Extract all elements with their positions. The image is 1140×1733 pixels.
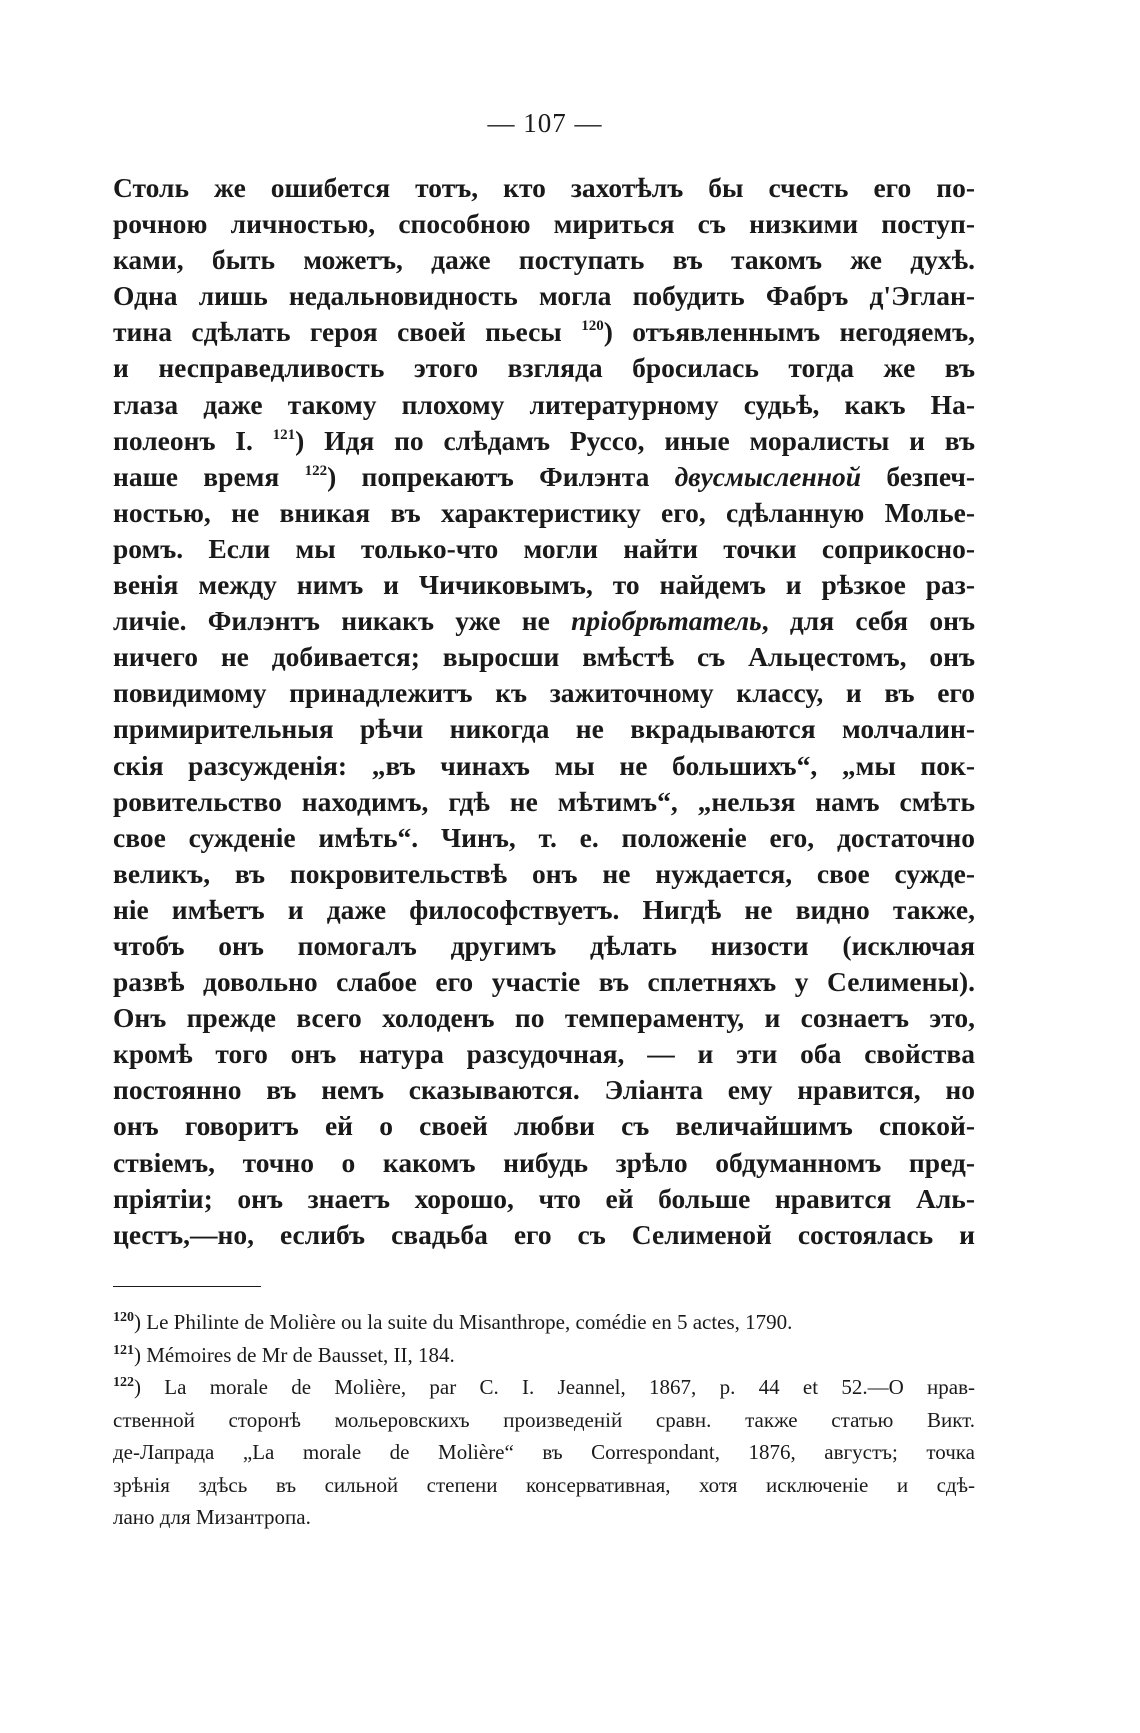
- text-fragment: тина сдѣлать героя своей пьесы: [113, 316, 582, 348]
- text-line: ностью, не вникая въ характеристику его, сдѣланную Молье-: [113, 496, 975, 528]
- text-fragment: ) отъявленнымъ негодяемъ,: [603, 316, 975, 348]
- text-line: великъ, въ покровительствѣ онъ не нуждается, свое сужде-: [113, 857, 975, 889]
- footnote-text: ) Mémoires de Mr de Bausset, II, 184.: [134, 1342, 455, 1367]
- main-text: [113, 170, 975, 1253]
- italic-phrase: пріобрѣтатель: [571, 605, 762, 637]
- footnote-text: ) Le Philinte de Molière ou la suite du Misanthrope, comédie en 5 actes, 1790.: [134, 1310, 793, 1334]
- text-line: ками, быть можетъ, даже поступать въ такомъ же духѣ.: [113, 244, 975, 276]
- footnote-mark: 122: [113, 1375, 134, 1390]
- text-line: [113, 314, 975, 350]
- text-line: повидимому принадлежитъ къ зажиточному классу, и въ его: [113, 677, 975, 709]
- text-line: [113, 459, 975, 495]
- text-line: чтобъ онъ помогалъ другимъ дѣлать низости (исключая: [113, 929, 975, 961]
- text-line: и несправедливость этого взгляда бросилась тогда же въ: [113, 352, 975, 384]
- text-line: скія разсужденія: „въ чинахъ мы не большихъ“, „мы пок-: [113, 749, 975, 781]
- text-line: онъ говоритъ ей о своей любви съ величайшимъ спокой-: [113, 1110, 975, 1142]
- footnote-continuation: лано для Мизантропа.: [113, 1505, 311, 1529]
- text-fragment: наше время: [113, 460, 305, 492]
- text-line: ромъ. Если мы только-что могли найти точки соприкосно-: [113, 532, 975, 564]
- text-line: развѣ довольно слабое его участіе въ сплетняхъ у Селимены).: [113, 966, 975, 998]
- text-line: ровительство находимъ, гдѣ не мѣтимъ“, „нельзя намъ смѣть: [113, 785, 975, 817]
- footnote-reference: 122: [304, 462, 328, 479]
- footnote-mark: 120: [113, 1310, 134, 1325]
- text-line: глаза даже такому плохому литературному судьѣ, какъ На-: [113, 388, 975, 420]
- footnote-separator: [113, 1286, 261, 1287]
- footnote-continuation: зрѣнія здѣсь въ сильной степени консервативная, хотя исключеніе и сдѣ-: [113, 1472, 975, 1497]
- footnote: [113, 1371, 975, 1404]
- text-line: [113, 603, 975, 639]
- text-line: цестъ,—но, еслибъ свадьба его съ Селименой состоялась и: [113, 1218, 975, 1250]
- footnote: [113, 1339, 975, 1372]
- text-line: Столь же ошибется тотъ, кто захотѣлъ бы счесть его по-: [113, 172, 975, 203]
- text-line: пріятіи; онъ знаетъ хорошо, что ей больше нравится Аль-: [113, 1182, 975, 1214]
- text-line: ничего не добивается; выросши вмѣстѣ съ Альцестомъ, онъ: [113, 641, 975, 673]
- text-line: примирительныя рѣчи никогда не вкрадываются молчалин-: [113, 713, 975, 745]
- page-number: — 107 —: [487, 108, 603, 138]
- text-line: кромѣ того онъ натура разсудочная, — и эти оба свойства: [113, 1038, 975, 1070]
- text-line: постоянно въ немъ сказываются. Эліанта ему нравится, но: [113, 1074, 975, 1106]
- text-line: Одна лишь недальновидность могла побудить Фабръ д'Эглан-: [113, 280, 975, 312]
- text-line: ствіемъ, точно о какомъ нибудь зрѣло обдуманномъ пред-: [113, 1146, 975, 1178]
- footnote-mark: 121: [113, 1342, 134, 1358]
- italic-phrase: двусмысленной: [674, 460, 862, 492]
- text-fragment: , для себя онъ: [761, 605, 975, 637]
- footnote-continuation: ственной сторонѣ мольеровскихъ произведеній сравн. также статью Викт.: [113, 1407, 975, 1432]
- text-line: [113, 423, 975, 459]
- footnotes: [113, 1306, 975, 1534]
- text-line: рочною личностью, способною мириться съ низкими поступ-: [113, 208, 975, 240]
- text-line: Онъ прежде всего холоденъ по темпераменту, и сознаетъ это,: [113, 1002, 975, 1034]
- text-fragment: безпеч-: [861, 460, 976, 492]
- text-line: венія между нимъ и Чичиковымъ, то найдемъ и рѣзкое раз-: [113, 569, 975, 601]
- footnote: [113, 1306, 975, 1339]
- footnote-reference: 121: [272, 426, 296, 443]
- text-fragment: ) Идя по слѣдамъ Руссо, иные моралисты и въ: [295, 424, 975, 456]
- text-line: ніе имѣетъ и даже философствуетъ. Нигдѣ не видно также,: [113, 893, 975, 925]
- footnote-continuation: де-Лапрада „La morale de Molière“ въ Correspondant, 1876, августъ; точка: [113, 1440, 975, 1464]
- text-line: свое сужденіе имѣть“. Чинъ, т. е. положеніе его, достаточно: [113, 821, 975, 853]
- text-fragment: ) попрекаютъ Филэнта: [327, 460, 675, 492]
- footnote-text: ) La morale de Molière, par C. I. Jeannel, 1867, p. 44 et 52.—О нрав-: [134, 1375, 975, 1399]
- footnote-reference: 120: [581, 318, 604, 335]
- text-fragment: полеонъ I.: [113, 424, 273, 456]
- text-fragment: личіе. Филэнтъ никакъ уже не: [113, 605, 572, 637]
